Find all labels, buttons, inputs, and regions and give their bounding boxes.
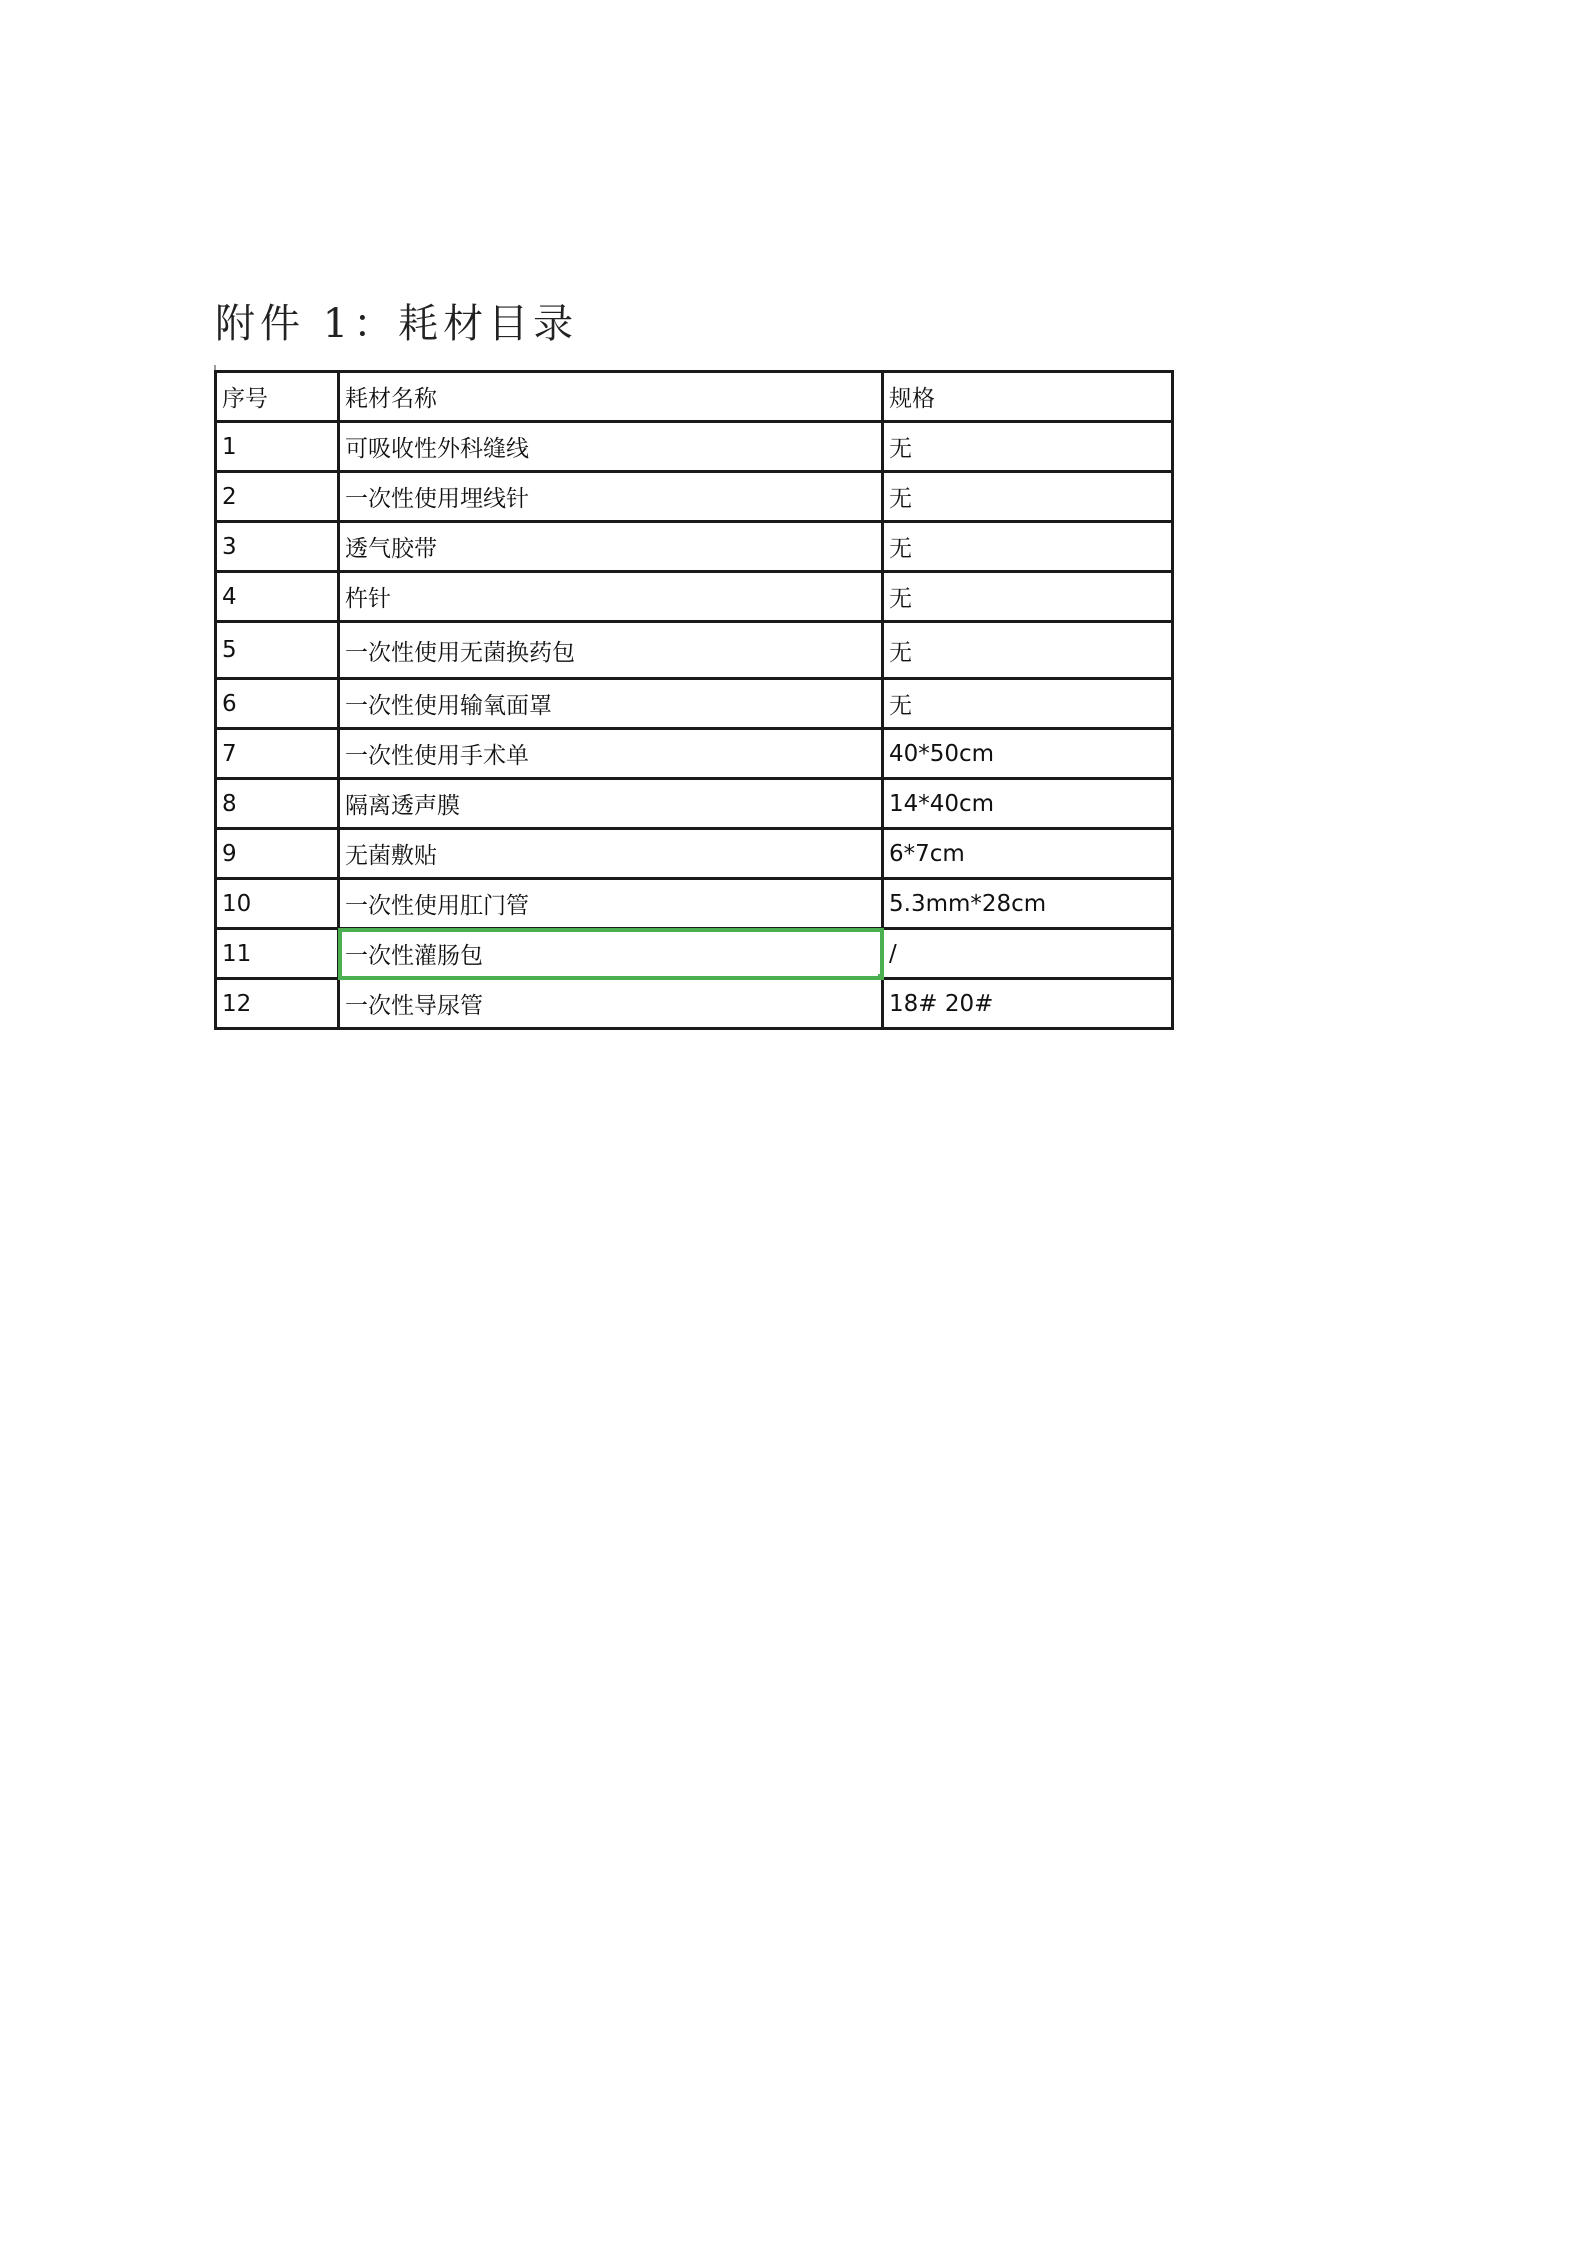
cell-spec[interactable]: 无 [883,679,1173,729]
table-row [216,979,1173,1029]
cell-name[interactable]: 无菌敷贴 [339,829,883,879]
cell-no[interactable]: 11 [216,929,339,979]
cell-name[interactable]: 一次性导尿管 [339,979,883,1029]
table-row [216,729,1173,779]
selected-cell-text: 一次性灌肠包 [345,943,483,969]
cell-name[interactable]: 杵针 [339,572,883,622]
cell-name[interactable]: 一次性使用无菌换药包 [339,622,883,679]
cell-spec[interactable]: 无 [883,572,1173,622]
cell-name[interactable]: 一次性使用肛门管 [339,879,883,929]
table-row [216,522,1173,572]
cell-no[interactable]: 10 [216,879,339,929]
cell-spec[interactable]: / [883,929,1173,979]
table-row [216,829,1173,879]
cell-name[interactable]: 透气胶带 [339,522,883,572]
cell-no[interactable]: 3 [216,522,339,572]
cell-name[interactable]: 一次性使用手术单 [339,729,883,779]
cell-name[interactable]: 一次性使用埋线针 [339,472,883,522]
cell-no[interactable]: 5 [216,622,339,679]
cell-spec[interactable]: 40*50cm [883,729,1173,779]
table-row [216,929,1173,979]
cell-spec[interactable]: 14*40cm [883,779,1173,829]
table-row [216,679,1173,729]
table-row [216,879,1173,929]
consumables-table [214,370,1174,1030]
cell-no[interactable]: 8 [216,779,339,829]
table-header-row [216,372,1173,422]
cell-name-selected[interactable] [339,929,883,979]
header-no[interactable]: 序号 [216,372,339,422]
cell-spec[interactable]: 无 [883,622,1173,679]
selection-fill-handle[interactable] [878,974,883,979]
cell-spec[interactable]: 无 [883,472,1173,522]
cell-no[interactable]: 4 [216,572,339,622]
table-row [216,622,1173,679]
cell-spec[interactable]: 6*7cm [883,829,1173,879]
cell-spec[interactable]: 无 [883,422,1173,472]
table-row [216,422,1173,472]
cell-no[interactable]: 6 [216,679,339,729]
cell-name[interactable]: 隔离透声膜 [339,779,883,829]
header-spec[interactable]: 规格 [883,372,1173,422]
consumables-table-container [214,370,1171,1030]
cell-no[interactable]: 1 [216,422,339,472]
table-row [216,572,1173,622]
cell-spec[interactable]: 5.3mm*28cm [883,879,1173,929]
cell-name[interactable]: 一次性使用输氧面罩 [339,679,883,729]
cell-name[interactable]: 可吸收性外科缝线 [339,422,883,472]
table-row [216,779,1173,829]
cell-no[interactable]: 2 [216,472,339,522]
cell-no[interactable]: 12 [216,979,339,1029]
table-row [216,472,1173,522]
cell-spec[interactable]: 18# 20# [883,979,1173,1029]
cell-no[interactable]: 7 [216,729,339,779]
page-heading: 附件 1：耗材目录 [215,301,579,347]
cell-spec[interactable]: 无 [883,522,1173,572]
cell-no[interactable]: 9 [216,829,339,879]
header-name[interactable]: 耗材名称 [339,372,883,422]
